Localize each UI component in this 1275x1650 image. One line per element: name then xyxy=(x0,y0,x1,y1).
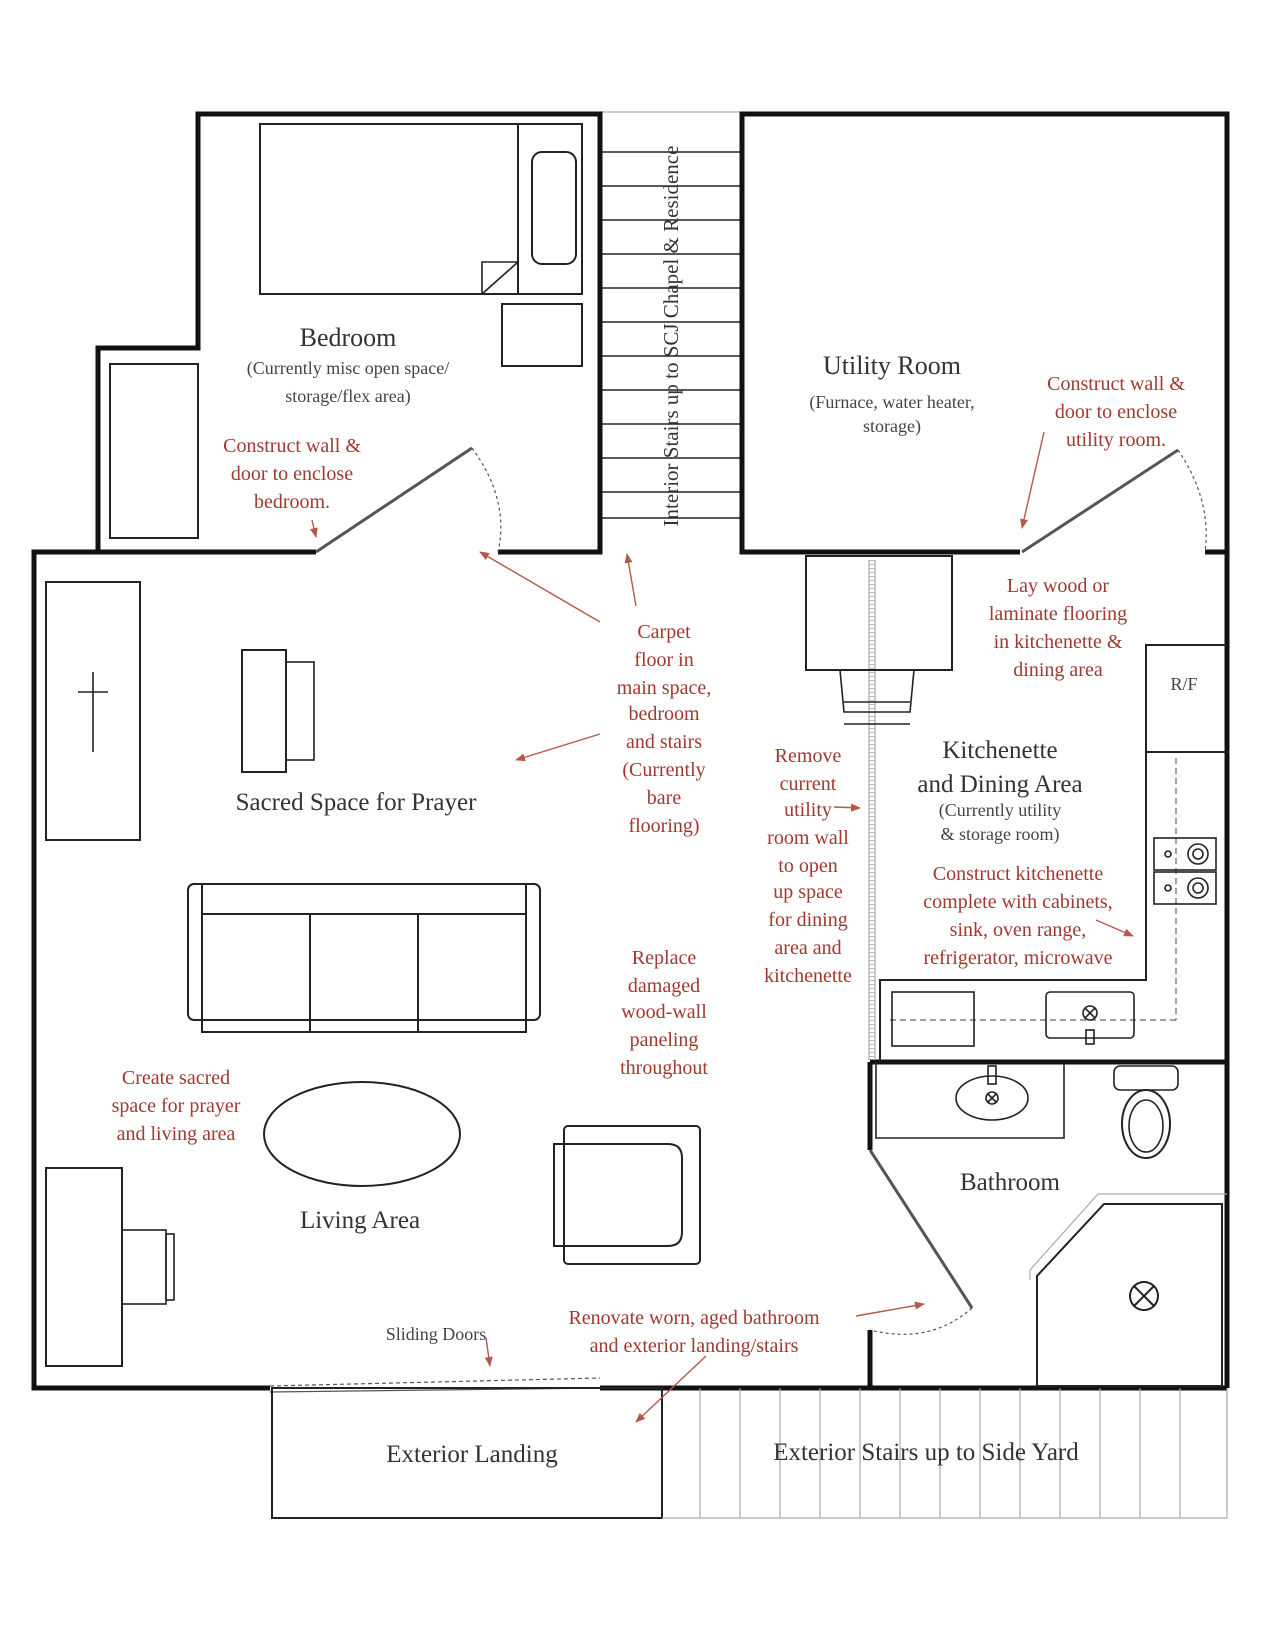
kneeler-icon xyxy=(242,650,314,772)
utility-title: Utility Room xyxy=(823,351,961,380)
kitchenette-title-2: and Dining Area xyxy=(917,771,1083,798)
svg-text:area and: area and xyxy=(774,937,842,959)
kitchen-sink-icon xyxy=(1046,992,1134,1044)
svg-text:Remove: Remove xyxy=(774,745,842,767)
svg-text:complete with cabinets,: complete with cabinets, xyxy=(923,891,1113,913)
svg-text:paneling: paneling xyxy=(629,1029,699,1051)
nightstand-icon xyxy=(502,304,582,366)
utility-sub1: (Furnace, water heater, xyxy=(809,392,975,412)
svg-text:bedroom.: bedroom. xyxy=(253,491,331,513)
bedroom-sub1: (Currently misc open space/ xyxy=(246,358,450,378)
svg-text:Lay wood or: Lay wood or xyxy=(1006,575,1110,597)
svg-text:kitchenette: kitchenette xyxy=(764,965,852,987)
svg-text:Carpet: Carpet xyxy=(637,621,691,643)
microwave-icon xyxy=(892,992,974,1046)
kitchenette-sub1: (Currently utility xyxy=(938,800,1062,820)
svg-text:current: current xyxy=(779,773,837,795)
svg-text:(Currently: (Currently xyxy=(622,759,706,781)
rf-label: R/F xyxy=(1170,674,1198,694)
svg-text:Create sacred: Create sacred xyxy=(121,1067,231,1089)
svg-text:and living area: and living area xyxy=(116,1123,236,1145)
living-area-label: Living Area xyxy=(299,1207,421,1234)
svg-text:and exterior landing/stairs: and exterior landing/stairs xyxy=(589,1335,799,1357)
svg-text:utility room.: utility room. xyxy=(1066,429,1166,451)
exterior-stairs-label: Exterior Stairs up to Side Yard xyxy=(773,1439,1079,1466)
svg-text:up space: up space xyxy=(773,881,843,903)
bedroom-title: Bedroom xyxy=(299,323,397,352)
svg-text:Construct wall &: Construct wall & xyxy=(223,435,361,457)
svg-text:Construct wall &: Construct wall & xyxy=(1047,373,1185,395)
svg-text:main space,: main space, xyxy=(616,677,712,699)
note-paneling xyxy=(620,947,708,1079)
note-remove-wall xyxy=(764,745,852,987)
bedroom-sub2: storage/flex area) xyxy=(285,386,411,406)
svg-text:and stairs: and stairs xyxy=(625,731,703,753)
altar-icon xyxy=(46,582,140,840)
vanity-sink-icon xyxy=(876,1062,1064,1138)
svg-text:for dining: for dining xyxy=(768,909,848,931)
coffee-table-icon xyxy=(264,1082,460,1186)
svg-text:laminate flooring: laminate flooring xyxy=(988,603,1128,625)
svg-text:door to enclose: door to enclose xyxy=(230,463,354,485)
svg-text:flooring): flooring) xyxy=(628,815,700,837)
utility-sub2: storage) xyxy=(863,416,921,436)
sofa-icon xyxy=(188,884,540,1032)
svg-text:floor in: floor in xyxy=(634,649,694,671)
svg-text:in kitchenette &: in kitchenette & xyxy=(993,631,1123,653)
note-bedroom-wall xyxy=(223,435,361,513)
svg-text:bedroom: bedroom xyxy=(628,703,700,725)
note-utility-wall xyxy=(1047,373,1185,451)
svg-text:space for prayer: space for prayer xyxy=(111,1095,241,1117)
bathroom-label: Bathroom xyxy=(960,1169,1060,1196)
svg-text:utility: utility xyxy=(784,799,832,821)
sacred-space-label: Sacred Space for Prayer xyxy=(235,789,477,816)
svg-text:throughout: throughout xyxy=(620,1057,708,1079)
svg-text:refrigerator, microwave: refrigerator, microwave xyxy=(923,947,1113,969)
svg-text:room wall: room wall xyxy=(767,827,849,849)
removed-wall-marker xyxy=(869,560,875,1060)
svg-text:door to enclose: door to enclose xyxy=(1054,401,1178,423)
note-wood-floor xyxy=(989,575,1127,681)
svg-text:bare: bare xyxy=(646,787,682,809)
kitchenette-sub2: & storage room) xyxy=(940,824,1060,844)
interior-stairs-label: Interior Stairs up to SCJ Chapel & Residence xyxy=(659,145,683,527)
toilet-icon xyxy=(1114,1066,1178,1158)
note-sacred-space xyxy=(112,1067,241,1145)
svg-text:Construct kitchenette: Construct kitchenette xyxy=(932,863,1104,885)
svg-text:dining area: dining area xyxy=(1013,659,1103,681)
note-kitchenette xyxy=(923,863,1112,969)
dresser-icon xyxy=(110,364,198,538)
shower-icon xyxy=(1030,1194,1227,1386)
sliding-doors-label: Sliding Doors xyxy=(385,1324,487,1344)
note-carpet xyxy=(617,621,711,837)
furnace-icon xyxy=(806,556,952,724)
svg-text:sink, oven range,: sink, oven range, xyxy=(949,919,1087,941)
svg-text:damaged: damaged xyxy=(627,975,701,997)
svg-text:Renovate worn, aged bathroom: Renovate worn, aged bathroom xyxy=(568,1307,820,1329)
exterior-landing-label: Exterior Landing xyxy=(386,1441,558,1468)
sliding-doors-icon xyxy=(270,1378,600,1392)
svg-text:to open: to open xyxy=(778,855,838,877)
bed-icon xyxy=(260,124,582,294)
svg-text:Replace: Replace xyxy=(631,947,697,969)
svg-text:wood-wall: wood-wall xyxy=(621,1001,707,1023)
armchair-icon xyxy=(554,1126,700,1264)
desk-icon xyxy=(46,1168,174,1366)
kitchenette-title-1: Kitchenette xyxy=(942,737,1058,764)
note-bathroom-renovation xyxy=(568,1307,819,1357)
